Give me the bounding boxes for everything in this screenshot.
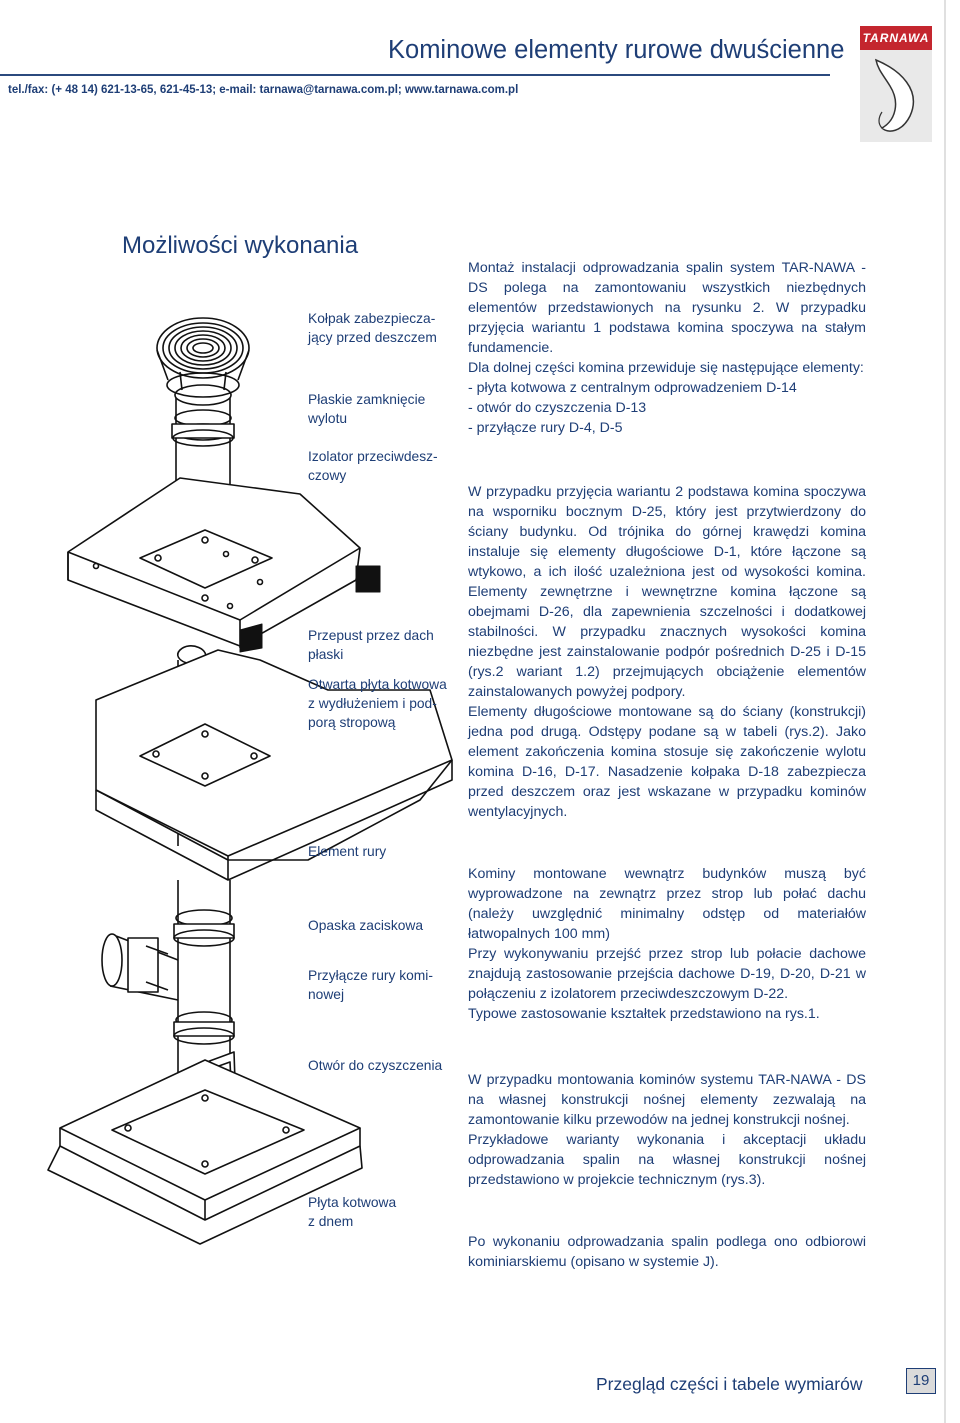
label-roof-passage-text: Przepust przez dach płaski bbox=[308, 628, 434, 662]
label-rain-insulator bbox=[308, 447, 458, 485]
paragraph-warianty: Przykładowe warianty wykonania i akceptacji układu odprowadzania spalin na własnej konstrukcji nośnej przedstawiono w projekcie technicznym (rys.3). bbox=[468, 1132, 866, 1188]
logo-emblem bbox=[860, 50, 932, 142]
label-rain-insulator-text: Izolator przeciwdesz- czowy bbox=[308, 449, 438, 483]
body-text-block-2 bbox=[468, 482, 866, 822]
paragraph-kominy-wewnatrz: Kominy montowane wewnątrz budynków muszą być wyprowadzone na zewnątrz przez strop lub połać dachu (należy uwzględnić minimalny odstęp od materiałów łatwopalnych 100 mm) bbox=[468, 866, 866, 942]
body-text-block-5 bbox=[468, 1232, 866, 1272]
page-number: 19 bbox=[906, 1368, 936, 1394]
paragraph-dolna-czesc: Dla dolnej części komina przewiduje się następujące elementy: bbox=[468, 360, 864, 376]
paragraph-wariant-2: W przypadku przyjęcia wariantu 2 podstawa komina spoczywa na wsporniku bocznym D-25, który jest przytwierdzony do ściany budynku. Od trójnika do górnej krawędzi komina instaluje się elementy długościowe D-1, które łączone są wtykowo, a ich ilość uzależniona jest od wysokości komina. Elementy zewnętrzne i wewnętrzne komina łączone są obejmami D-26, dla zapewnienia szczelności i dodatkowej stabilności. W przypadku znacznych wysokości komina niezbędne jest zainstalowanie podpór pośrednich D-25 i D-15 (rys.2 wariant 1.2) przejmujących obciążenie elementów zainstalowanych powyżej podpory. bbox=[468, 484, 866, 700]
footer-title: Przegląd części i tabele wymiarów bbox=[596, 1374, 863, 1394]
paragraph-elementy-dlugosciowe: Elementy długościowe montowane są do ściany (konstrukcji) jedna pod drugą. Odstępy podane są w tabeli (rys.2). Jako element zakończenia komina stosuje się zakończenie wylotu komina D-16, D-17. Nasadzenie kołpaka D-18 zabezpiecza przed deszczem oraz jest wskazane w przypadku kominów wentylacyjnych. bbox=[468, 704, 866, 820]
logo-leaf-icon bbox=[860, 50, 932, 142]
paragraph-typowe: Typowe zastosowanie kształtek przedstawiono na rys.1. bbox=[468, 1006, 820, 1022]
paragraph-przejscia: Przy wykonywaniu przejść przez strop lub połacie dachowe znajdują zastosowanie przejścia dachowe D-19, D-20, D-21 w połączeniu z izolatorem przeciwdeszczowym D-22. bbox=[468, 946, 866, 1002]
label-flue-connector bbox=[308, 966, 458, 1004]
label-anchor-plate-base-text: Płyta kotwowa z dnem bbox=[308, 1195, 397, 1229]
label-pipe-element bbox=[308, 842, 458, 861]
label-cleaning-opening bbox=[308, 1056, 458, 1075]
paragraph-konstrukcja: W przypadku montowania kominów systemu TAR-NAWA - DS na własnej konstrukcji nośnej elementy zezwalają na zamontowanie kilku przewodów na jednej konstrukcji nośnej. bbox=[468, 1072, 866, 1128]
section-title: Możliwości wykonania bbox=[122, 232, 359, 259]
label-clamp-band-text: Opaska zaciskowa bbox=[308, 918, 424, 933]
label-cleaning-opening-text: Otwór do czyszczenia bbox=[308, 1058, 443, 1073]
label-flat-closure bbox=[308, 390, 458, 428]
label-anchor-plate-open-text: Otwarta płyta kotwowa z wydłużeniem i pod- porą stropową bbox=[308, 677, 447, 730]
label-flat-closure-text: Płaskie zamknięcie wylotu bbox=[308, 392, 426, 426]
elements-list bbox=[468, 378, 866, 438]
list-item: - przyłącze rury D-4, D-5 bbox=[468, 420, 623, 436]
header-contact: tel./fax: (+ 48 14) 621-13-65, 621-45-13; e-mail: tarnawa@tarnawa.com.pl; www.tarnawa.com.pl bbox=[8, 84, 519, 96]
list-item: - otwór do czyszczenia D-13 bbox=[468, 400, 647, 416]
rain-cap-icon bbox=[157, 318, 249, 405]
body-text-block-1 bbox=[468, 258, 866, 438]
paragraph-odbior: Po wykonaniu odprowadzania spalin podlega ono odbiorowi kominiarskiemu (opisano w systemie J). bbox=[468, 1234, 866, 1270]
label-clamp-band bbox=[308, 916, 458, 935]
body-text-block-3 bbox=[468, 864, 866, 1024]
body-text-block-4 bbox=[468, 1070, 866, 1190]
paragraph-montaz: Montaż instalacji odprowadzania spalin system TAR-NAWA - DS polega na zamontowaniu wszystkich niezbędnych elementów przedstawionych na rysunku 2. W przypadku przyjęcia wariantu 1 podstawa komina spoczywa na stałym fundamencie. bbox=[468, 260, 866, 356]
label-rain-cap bbox=[308, 309, 458, 347]
label-anchor-plate-open bbox=[308, 675, 458, 732]
label-flue-connector-text: Przyłącze rury komi- nowej bbox=[308, 968, 433, 1002]
brand-logo: TARNAWA bbox=[860, 26, 932, 50]
list-item: - płyta kotwowa z centralnym odprowadzeniem D-14 bbox=[468, 380, 797, 396]
label-rain-cap-text: Kołpak zabezpiecza- jący przed deszczem bbox=[308, 311, 437, 345]
label-roof-passage bbox=[308, 626, 458, 664]
label-anchor-plate-base bbox=[308, 1193, 458, 1231]
label-pipe-element-text: Element rury bbox=[308, 844, 387, 859]
page-edge-line bbox=[944, 0, 946, 1423]
header-title: Kominowe elementy rurowe dwuścienne bbox=[388, 36, 845, 64]
